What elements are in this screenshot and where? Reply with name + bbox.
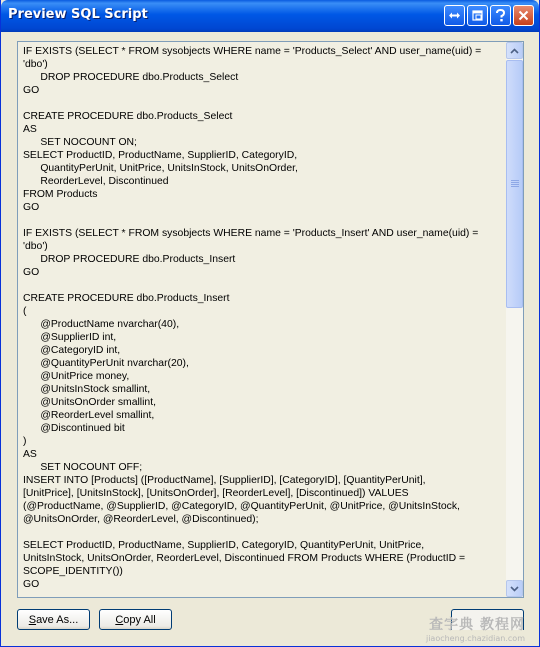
scroll-up-icon (510, 48, 519, 54)
save-as-button[interactable] (17, 609, 90, 630)
scroll-grip-line (511, 180, 519, 181)
scroll-down-button[interactable] (506, 580, 523, 597)
scroll-grip-line (511, 184, 519, 185)
copy-all-button[interactable] (99, 609, 172, 630)
restore-button[interactable] (444, 5, 465, 26)
script-textbox[interactable] (17, 41, 524, 598)
scroll-up-button[interactable] (506, 42, 523, 59)
save-as-mnemonic: S (28, 613, 37, 626)
copy-all-label: opy All (123, 613, 156, 626)
restore-icon (448, 11, 461, 20)
close-icon (518, 10, 529, 21)
watermark (426, 614, 525, 643)
close-button[interactable] (513, 5, 534, 26)
title-bar[interactable] (1, 0, 539, 32)
window-title: Preview SQL Script (8, 7, 148, 22)
help-button[interactable] (490, 5, 511, 26)
vertical-scrollbar[interactable] (506, 42, 523, 597)
sql-script-text[interactable]: IF EXISTS (SELECT * FROM sysobjects WHERE name = 'Products_Select' AND user_name(uid) = 'dbo') DROP PROCEDURE dbo.Products_Select GO CREATE PROCEDURE dbo.Products_Select AS SET NOCOUNT ON; SELECT ProductID, ProductName, SupplierID, CategoryID, QuantityPerUnit, UnitPrice, UnitsInStock, UnitsOnOrder, ReorderLevel, Discontinued FROM Products GO IF EXISTS (SELECT * FROM sysobjects WHERE name = 'Products_Insert' AND user_name(uid) = 'dbo') DROP PROCEDURE dbo.Products_Insert GO CREATE PROCEDURE dbo.Products_Insert ( @ProductName nvarchar(40), @SupplierID int, @CategoryID int, @QuantityPerUnit nvarchar(20), @UnitPrice money, @UnitsInStock smallint, @UnitsOnOrder smallint, @ReorderLevel smallint, @Discontinued bit ) AS SET NOCOUNT OFF; INSERT INTO [Products] ([ProductName], [SupplierID], [CategoryID], [QuantityPerUnit], [UnitPrice], [UnitsInStock], [UnitsOnOrder], [ReorderLevel], [Discontinued]) VALUES (@ProductName, @SupplierID, @CategoryID, @QuantityPerUnit, @UnitPrice, @UnitsInStock, @UnitsOnOrder, @ReorderLevel, @Discontinued); SELECT ProductID, ProductName, SupplierID, CategoryID, QuantityPerUnit, UnitPrice, UnitsInStock, UnitsOnOrder, ReorderLevel, Discontinued FROM Products WHERE (ProductID = SCOPE_IDENTITY()) GO (23, 46, 482, 590)
watermark-en: jiaocheng.chazidian.com (425, 634, 525, 643)
copy-all-mnemonic: C (115, 613, 124, 626)
maximize-button[interactable] (467, 5, 488, 26)
save-as-label: ave As... (36, 613, 79, 626)
scroll-down-icon (510, 586, 519, 592)
scroll-grip-line (511, 186, 519, 187)
watermark-cn: 查字典 教程网 (429, 617, 525, 633)
scroll-grip-line (511, 182, 519, 183)
help-icon (495, 9, 506, 22)
maximize-icon (472, 10, 483, 21)
scroll-thumb[interactable] (506, 60, 523, 308)
